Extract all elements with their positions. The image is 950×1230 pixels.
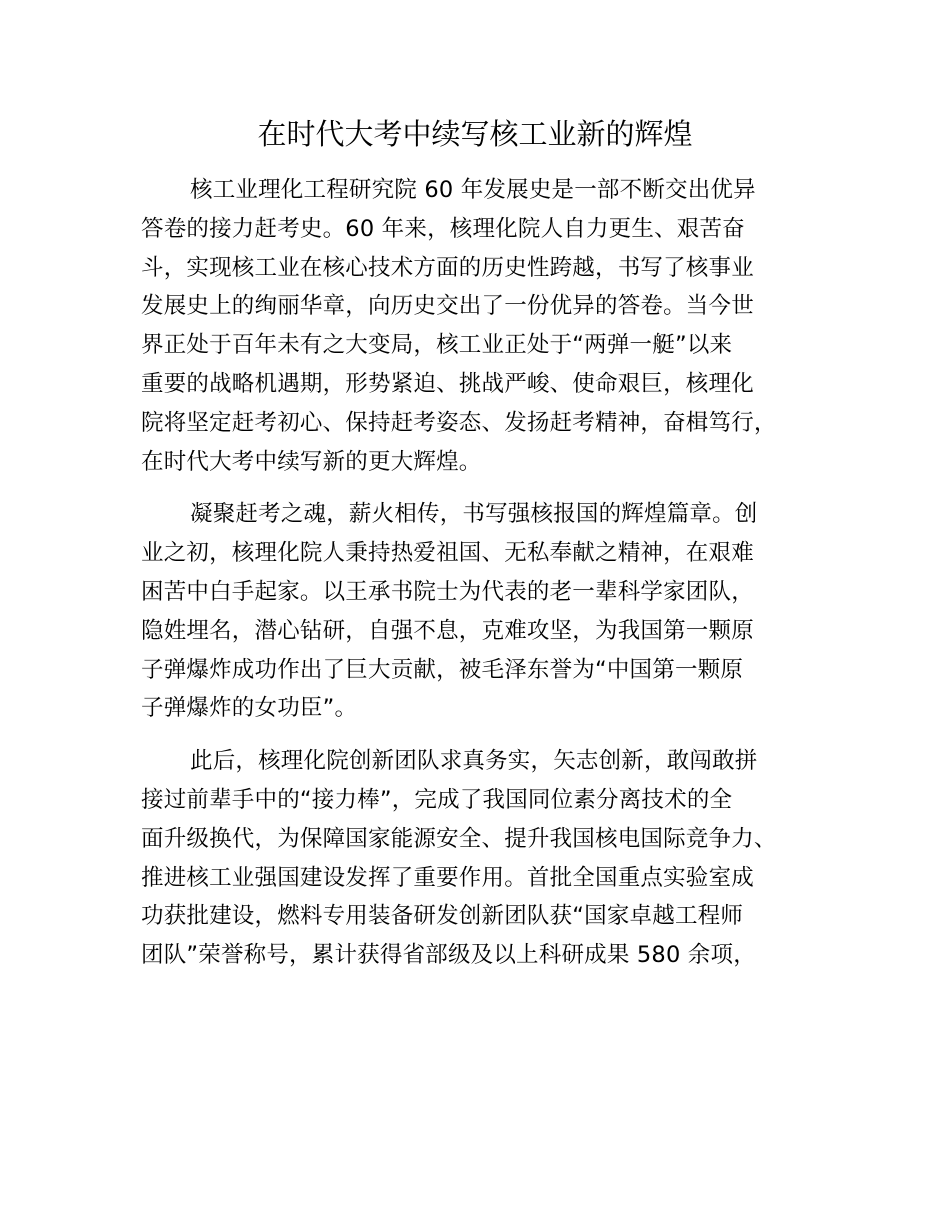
document-title: 在时代大考中续写核工业新的辉煌 xyxy=(257,117,693,151)
text-line: 功获批建设，燃料专用装备研发创新团队获“国家卓越工程师 xyxy=(141,903,744,930)
text-line: 面升级换代，为保障国家能源安全、提升我国核电国际竞争力、 xyxy=(141,825,777,852)
text-line: 答卷的接力赶考史。60 年来，核理化院人自力更生、艰苦奋 xyxy=(141,215,745,242)
document-body xyxy=(141,171,809,989)
text-line: 在时代大考中续写新的更大辉煌。 xyxy=(141,448,482,475)
paragraph-3 xyxy=(141,742,809,975)
text-line: 困苦中白手起家。以王承书院士为代表的老一辈科学家团队， xyxy=(141,578,754,605)
text-line: 斗，实现核工业在核心技术方面的历史性跨越，书写了核事业 xyxy=(141,254,754,281)
text-line: 业之初，核理化院人秉持热爱祖国、无私奉献之精神，在艰难 xyxy=(141,540,754,567)
text-line: 此后，核理化院创新团队求真务实，矢志创新，敢闯敢拼 xyxy=(190,748,758,775)
paragraph-2 xyxy=(141,495,809,728)
text-line: 院将坚定赶考初心、保持赶考姿态、发扬赶考精神，奋楫笃行， xyxy=(141,409,777,436)
paragraph-1 xyxy=(141,171,809,481)
text-line: 团队”荣誉称号，累计获得省部级及以上科研成果 580 余项， xyxy=(141,942,756,969)
text-line: 子弹爆炸的女功臣”。 xyxy=(141,695,358,722)
text-line: 核工业理化工程研究院 60 年发展史是一部不断交出优异 xyxy=(190,177,756,203)
text-line: 界正处于百年未有之大变局，核工业正处于“两弹一艇”以来 xyxy=(141,332,733,359)
text-line: 子弹爆炸成功作出了巨大贡献，被毛泽东誉为“中国第一颗原 xyxy=(141,656,744,683)
text-line: 发展史上的绚丽华章，向历史交出了一份优异的答卷。当今世 xyxy=(141,293,754,320)
text-line: 隐姓埋名，潜心钻研，自强不息，克难攻坚，为我国第一颗原 xyxy=(141,617,754,644)
text-line: 推进核工业强国建设发挥了重要作用。首批全国重点实验室成 xyxy=(141,864,754,891)
text-line: 接过前辈手中的“接力棒”，完成了我国同位素分离技术的全 xyxy=(141,786,733,813)
text-line: 凝聚赶考之魂，薪火相传，书写强核报国的辉煌篇章。创 xyxy=(190,501,758,528)
text-line: 重要的战略机遇期，形势紧迫、挑战严峻、使命艰巨，核理化 xyxy=(141,370,754,397)
